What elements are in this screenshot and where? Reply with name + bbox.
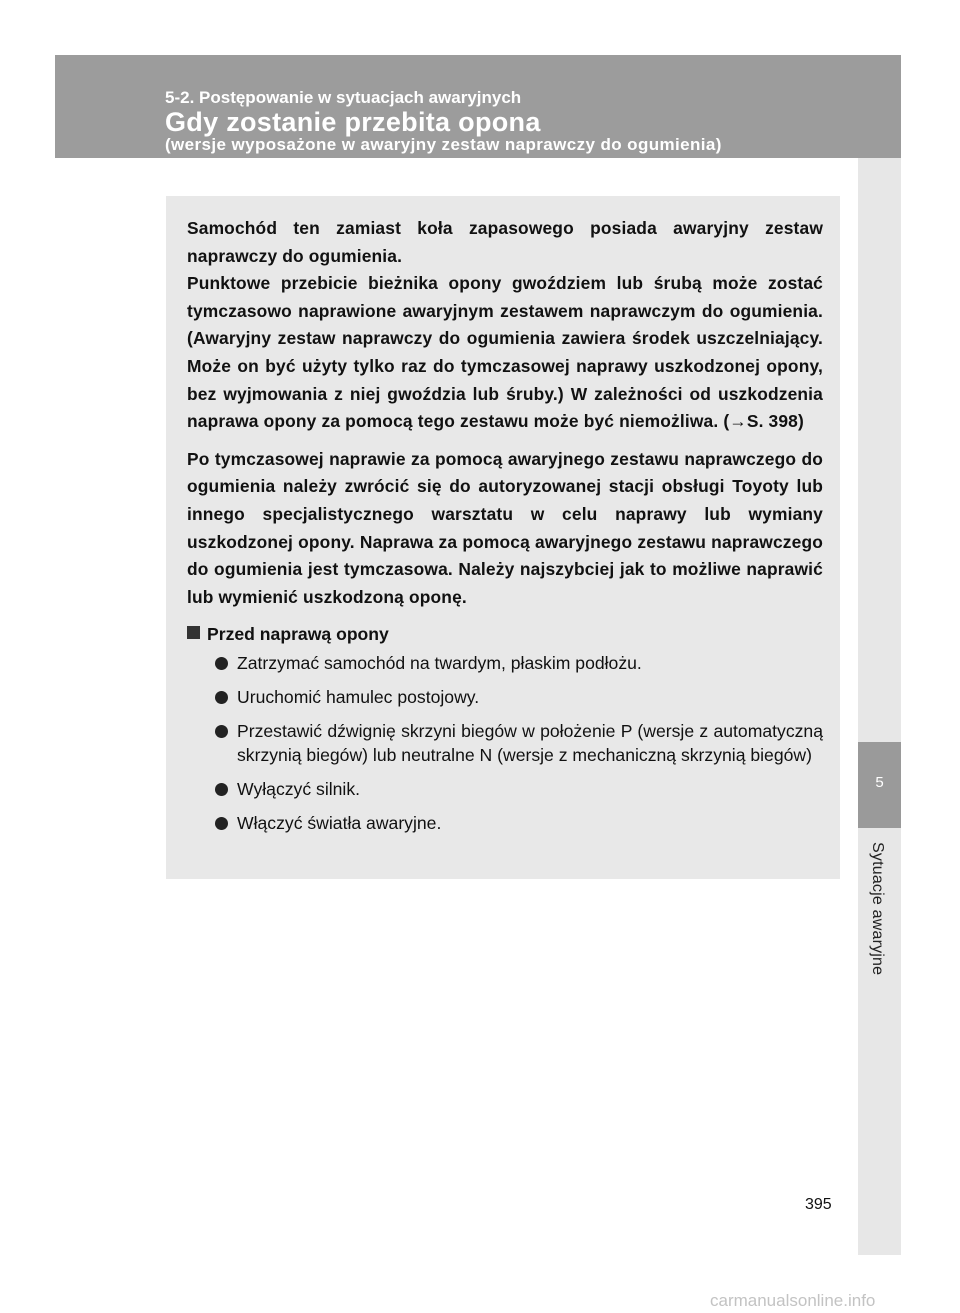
- list-item: [187, 651, 823, 675]
- list-item: [187, 777, 823, 801]
- list-item: [187, 685, 823, 709]
- intro-paragraph-2-text: Punktowe przebicie bieżnika opony gwoździem lub śrubą może zostać tymczasowo naprawione awaryjnym zestawem naprawczym do ogumienia. (Awaryjny zestaw naprawczy do ogumienia zawiera środek uszczelniający. Może on być użyty tylko raz do tymczasowej naprawy uszkodzonej opony, bez wyjmowania z niej gwoździa lub śruby.) W zależności od uszkodzenia naprawa opony za pomocą tego zestawu może być niemożliwa. (: [187, 273, 823, 432]
- bullet-dot-icon: [215, 691, 228, 704]
- content-box: [166, 196, 840, 879]
- chapter-tab: [858, 742, 901, 828]
- watermark: carmanualsonline.info: [710, 1291, 876, 1310]
- chapter-name: Sytuacje awaryjne: [869, 842, 886, 976]
- bullet-dot-icon: [215, 817, 228, 830]
- list-item-text: Wyłączyć silnik.: [237, 779, 361, 800]
- subheading-text: Przed naprawą opony: [207, 624, 389, 645]
- list-item: [187, 811, 823, 835]
- section-label: 5-2. Postępowanie w sytuacjach awaryjnych: [165, 88, 522, 107]
- list-item-text: Uruchomić hamulec postojowy.: [237, 687, 480, 708]
- list-item: [187, 719, 823, 767]
- steps-list: [187, 651, 823, 835]
- page-title: Gdy zostanie przebita opona: [165, 107, 541, 137]
- list-item-text: Zatrzymać samochód na twardym, płaskim podłożu.: [237, 653, 642, 674]
- list-item-text: Przestawić dźwignię skrzyni biegów w położenie P (wersje z automatyczną skrzynią biegów) lub neutralne N (wersje z mechaniczną skrzynią biegów): [237, 721, 823, 766]
- page-subtitle: (wersje wyposażone w awaryjny zestaw naprawczy do ogumienia): [165, 135, 722, 154]
- list-item-text: Włączyć światła awaryjne.: [237, 813, 442, 834]
- bullet-dot-icon: [215, 657, 228, 670]
- arrow-right-icon: →: [729, 411, 747, 432]
- intro-paragraph-1: Samochód ten zamiast koła zapasowego posiada awaryjny zestaw naprawczy do ogumienia.: [187, 218, 823, 266]
- square-bullet-icon: [187, 626, 200, 639]
- intro-paragraph-2: [187, 270, 823, 436]
- repair-note-paragraph: Po tymczasowej naprawie za pomocą awaryjnego zestawu naprawczego do ogumienia należy zwrócić się do autoryzowanej stacji obsługi Toyoty lub innego specjalistycznego warsztatu w celu naprawy lub wymiany uszkodzonej opony. Naprawa za pomocą awaryjnego zestawu naprawczego do ogumienia jest tymczasowa. Należy najszybciej jak to możliwe naprawić lub wymienić uszkodzoną oponę.: [187, 448, 823, 607]
- bullet-dot-icon: [215, 783, 228, 796]
- page-reference-link[interactable]: S. 398): [746, 411, 804, 432]
- bullet-dot-icon: [215, 725, 228, 738]
- header-band: [55, 55, 901, 158]
- chapter-number: 5: [875, 774, 884, 791]
- subheading: [187, 621, 823, 647]
- chapter-side-strip: [858, 158, 901, 1255]
- page-number: 395: [805, 1196, 832, 1213]
